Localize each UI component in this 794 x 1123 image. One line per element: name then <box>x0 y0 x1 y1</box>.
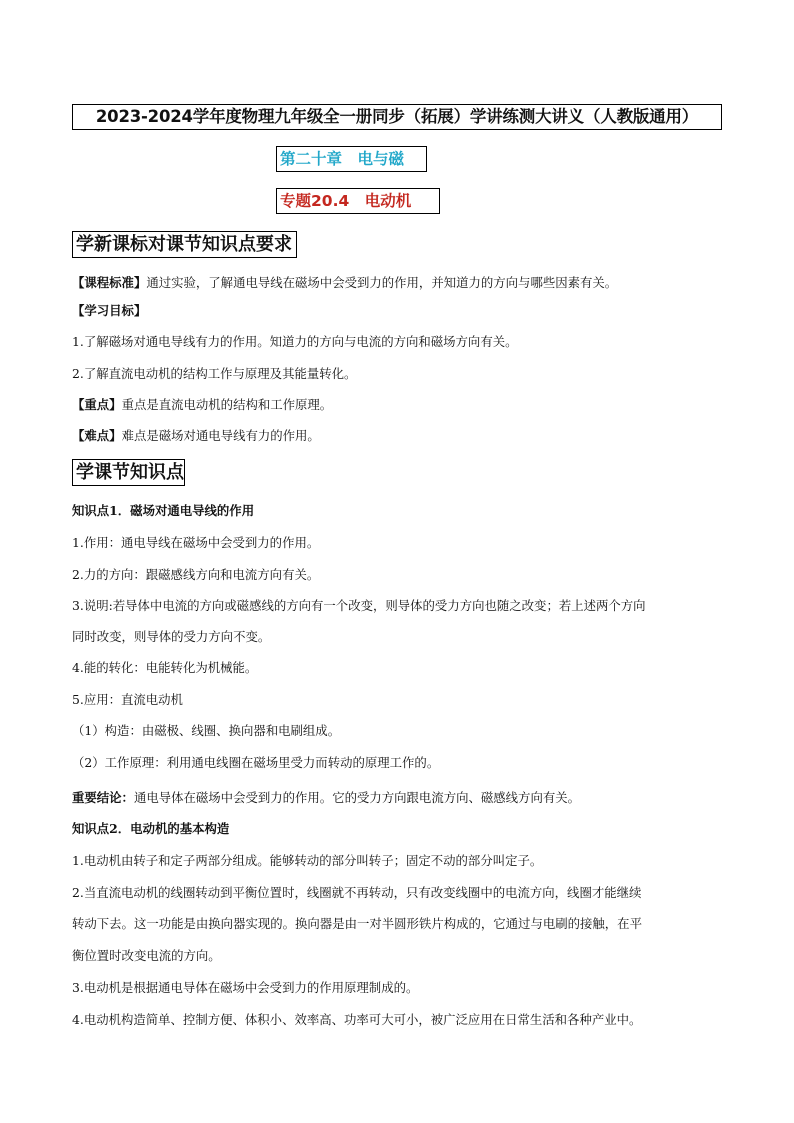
knowledge-point-2-item: 3.电动机是根据通电导体在磁场中会受到力的作用原理制成的。 <box>72 980 419 995</box>
knowledge-point-1-item: 4.能的转化：电能转化为机械能。 <box>72 660 258 675</box>
knowledge-point-2-item: 2.当直流电动机的线圈转动到平衡位置时，线圈就不再转动，只有改变线圈中的电流方向，线圈才能继续 <box>72 885 642 900</box>
learning-goal-2: 2.了解直流电动机的结构工作与原理及其能量转化。 <box>72 366 357 381</box>
knowledge-point-2-item: 4.电动机构造简单、控制方便、体积小、效率高、功率可大可小，被广泛应用在日常生活和各种产业中。 <box>72 1012 642 1027</box>
knowledge-point-1-title: 知识点1．磁场对通电导线的作用 <box>72 503 255 518</box>
knowledge-point-1-item: 1.作用：通电导线在磁场中会受到力的作用。 <box>72 535 320 550</box>
knowledge-point-1-item: 5.应用：直流电动机 <box>72 692 183 707</box>
learning-goal-1: 1.了解磁场对通电导线有力的作用。知道力的方向与电流的方向和磁场方向有关。 <box>72 334 518 349</box>
knowledge-point-1-item: 3.说明:若导体中电流的方向或磁感线的方向有一个改变，则导体的受力方向也随之改变；若上述两个方向 <box>72 598 646 613</box>
important-conclusion-label: 重要结论： <box>72 790 134 805</box>
curriculum-standard-label: 【课程标准】 <box>72 275 147 290</box>
knowledge-point-1-item: （1）构造：由磁极、线圈、换向器和电刷组成。 <box>72 723 341 738</box>
key-point-text: 重点是直流电动机的结构和工作原理。 <box>121 397 333 412</box>
difficult-point-line <box>72 428 320 444</box>
difficult-point-label: 【难点】 <box>72 428 122 443</box>
knowledge-point-1-item: 同时改变，则导体的受力方向不变。 <box>72 629 271 644</box>
knowledge-point-2-item: 1.电动机由转子和定子两部分组成。能够转动的部分叫转子；固定不动的部分叫定子。 <box>72 853 543 868</box>
curriculum-standard-text: 通过实验，了解通电导线在磁场中会受到力的作用，并知道力的方向与哪些因素有关。 <box>146 275 618 290</box>
knowledge-point-2-title: 知识点2．电动机的基本构造 <box>72 821 230 836</box>
key-point-label: 【重点】 <box>72 397 122 412</box>
curriculum-standard-line <box>72 275 617 291</box>
section-heading-knowledge-points: 学课节知识点 <box>72 459 185 486</box>
knowledge-point-1-item: （2）工作原理：利用通电线圈在磁场里受力而转动的原理工作的。 <box>72 755 440 770</box>
knowledge-point-1-item: 2.力的方向：跟磁感线方向和电流方向有关。 <box>72 567 320 582</box>
learning-goals-label: 【学习目标】 <box>72 303 147 318</box>
chapter-title: 第二十章 电与磁 <box>276 146 427 172</box>
section-heading-requirements: 学新课标对课节知识点要求 <box>72 231 297 258</box>
key-point-line <box>72 397 332 413</box>
important-conclusion-line <box>72 790 580 806</box>
knowledge-point-2-item: 衡位置时改变电流的方向。 <box>72 948 221 963</box>
difficult-point-text: 难点是磁场对通电导线有力的作用。 <box>121 428 320 443</box>
topic-title: 专题20.4 电动机 <box>276 188 440 214</box>
document-title: 2023-2024学年度物理九年级全一册同步（拓展）学讲练测大讲义（人教版通用） <box>72 104 722 130</box>
knowledge-point-2-item: 转动下去。这一功能是由换向器实现的。换向器是由一对半圆形铁片构成的，它通过与电刷的接触，在平 <box>72 916 642 931</box>
important-conclusion-text: 通电导体在磁场中会受到力的作用。它的受力方向跟电流方向、磁感线方向有关。 <box>133 790 581 805</box>
